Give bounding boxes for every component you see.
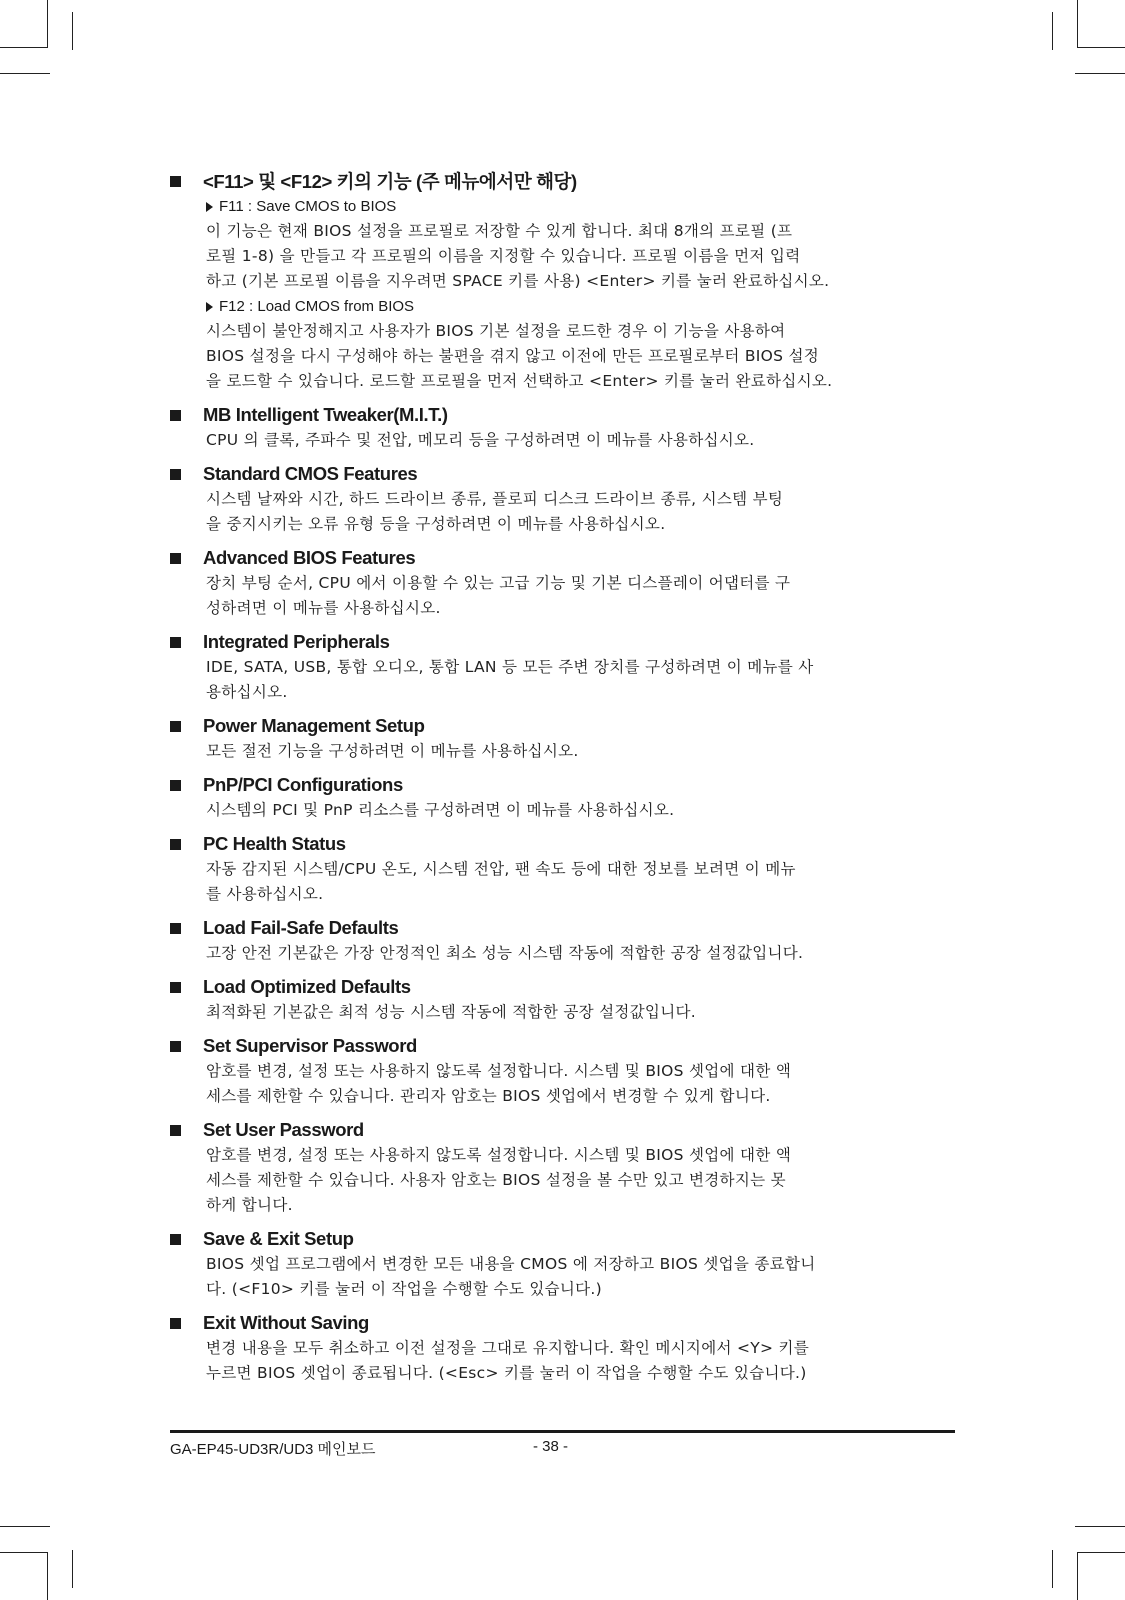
body-line: BIOS 설정을 다시 구성해야 하는 불편을 겪지 않고 이전에 만든 프로필로부터 BIOS 설정 <box>206 347 820 365</box>
crop-mark-top-left-v2 <box>72 12 73 50</box>
body-line: 모든 절전 기능을 구성하려면 이 메뉴를 사용하십시오. <box>206 742 579 760</box>
section-title: Set User Password <box>203 1119 364 1140</box>
footer-page-number: - 38 - <box>533 1438 569 1455</box>
body-line: 암호를 변경, 설정 또는 사용하지 않도록 설정합니다. 시스템 및 BIOS 셋업에 대한 액 <box>206 1062 792 1080</box>
section-body <box>206 1336 955 1386</box>
footer-rule <box>170 1430 955 1433</box>
body-line: 누르면 BIOS 셋업이 종료됩니다. (<Esc> 키를 눌러 이 작업을 수행할 수도 있습니다.) <box>206 1364 807 1382</box>
square-bullet-icon <box>170 1041 181 1052</box>
section-header <box>170 974 955 1000</box>
square-bullet-icon <box>170 410 181 421</box>
page-content <box>170 168 955 1386</box>
body-line: 를 사용하십시오. <box>206 885 324 903</box>
section-title: Power Management Setup <box>203 715 425 736</box>
section-body <box>206 798 955 823</box>
crop-mark-top-right-v2 <box>1052 12 1053 50</box>
section-header <box>170 713 955 739</box>
section-header <box>170 915 955 941</box>
crop-mark-bottom-right-v <box>1077 1552 1078 1600</box>
body-line: 시스템 날짜와 시간, 하드 드라이브 종류, 플로피 디스크 드라이브 종류, 시스템 부팅 <box>206 490 784 508</box>
body-line: 시스템의 PCI 및 PnP 리소스를 구성하려면 이 메뉴를 사용하십시오. <box>206 801 675 819</box>
section-item <box>170 629 955 705</box>
section-header <box>170 168 955 194</box>
body-line: 용하십시오. <box>206 683 288 701</box>
section-title: Set Supervisor Password <box>203 1035 417 1056</box>
square-bullet-icon <box>170 721 181 732</box>
section-header <box>170 1033 955 1059</box>
body-line: 자동 감지된 시스템/CPU 온도, 시스템 전압, 팬 속도 등에 대한 정보를 보려면 이 메뉴 <box>206 860 796 878</box>
square-bullet-icon <box>170 780 181 791</box>
square-bullet-icon <box>170 469 181 480</box>
body-line: 성하려면 이 메뉴를 사용하십시오. <box>206 599 441 617</box>
square-bullet-icon <box>170 982 181 993</box>
section-title: Integrated Peripherals <box>203 631 390 652</box>
section-title: Save & Exit Setup <box>203 1228 354 1249</box>
square-bullet-icon <box>170 1318 181 1329</box>
square-bullet-icon <box>170 176 181 187</box>
crop-mark-top-right-h2 <box>1075 73 1125 74</box>
crop-mark-bottom-right-h2 <box>1075 1526 1125 1527</box>
body-line: 하고 (기본 프로필 이름을 지우려면 SPACE 키를 사용) <Enter> 키를 눌러 완료하십시오. <box>206 272 830 290</box>
section-header <box>170 629 955 655</box>
section-header <box>170 402 955 428</box>
body-line: 장치 부팅 순서, CPU 에서 이용할 수 있는 고급 기능 및 기본 디스플레이 어댑터를 구 <box>206 574 791 592</box>
section-item <box>170 713 955 764</box>
section-body <box>206 1000 955 1025</box>
section-item <box>170 772 955 823</box>
section-title: Load Optimized Defaults <box>203 976 411 997</box>
section-title: Load Fail-Safe Defaults <box>203 917 399 938</box>
square-bullet-icon <box>170 1125 181 1136</box>
crop-mark-top-left-h2 <box>0 73 50 74</box>
crop-mark-top-left-v <box>47 0 48 48</box>
crop-mark-bottom-left-h <box>0 1552 48 1553</box>
section-body <box>206 857 955 907</box>
section-item <box>170 461 955 537</box>
body-line: 최적화된 기본값은 최적 성능 시스템 작동에 적합한 공장 설정값입니다. <box>206 1003 696 1021</box>
sub-item-f11 <box>206 194 955 219</box>
body-line: 변경 내용을 모두 취소하고 이전 설정을 그대로 유지합니다. 확인 메시지에서 <Y> 키를 <box>206 1339 810 1357</box>
triangle-right-icon <box>206 302 213 312</box>
section-title: Standard CMOS Features <box>203 463 418 484</box>
section-header <box>170 1117 955 1143</box>
section-body <box>206 1252 955 1302</box>
section-title: <F11> 및 <F12> 키의 기능 (주 메뉴에서만 해당) <box>203 171 577 192</box>
body-line: CPU 의 클록, 주파수 및 전압, 메모리 등을 구성하려면 이 메뉴를 사용하십시오. <box>206 431 755 449</box>
triangle-right-icon <box>206 202 213 212</box>
section-title: Advanced BIOS Features <box>203 547 416 568</box>
body-line: 다. (<F10> 키를 눌러 이 작업을 수행할 수도 있습니다.) <box>206 1280 602 1298</box>
section-title: PnP/PCI Configurations <box>203 774 403 795</box>
section-item <box>170 1226 955 1302</box>
body-line: 세스를 제한할 수 있습니다. 관리자 암호는 BIOS 셋업에서 변경할 수 있게 합니다. <box>206 1087 771 1105</box>
body-line: 을 로드할 수 있습니다. 로드할 프로필을 먼저 선택하고 <Enter> 키를 눌러 완료하십시오. <box>206 372 833 390</box>
square-bullet-icon <box>170 923 181 934</box>
body-line: BIOS 셋업 프로그램에서 변경한 모든 내용을 CMOS 에 저장하고 BIOS 셋업을 종료합니 <box>206 1255 816 1273</box>
sub-item-f12 <box>206 294 955 319</box>
crop-mark-bottom-left-v <box>47 1552 48 1600</box>
section-f11-f12 <box>170 168 955 394</box>
section-title: Exit Without Saving <box>203 1312 369 1333</box>
section-body <box>206 571 955 621</box>
section-item <box>170 402 955 453</box>
body-line: 암호를 변경, 설정 또는 사용하지 않도록 설정합니다. 시스템 및 BIOS 셋업에 대한 액 <box>206 1146 792 1164</box>
body-line: 시스템이 불안정해지고 사용자가 BIOS 기본 설정을 로드한 경우 이 기능을 사용하여 <box>206 322 786 340</box>
section-body <box>206 428 955 453</box>
body-line: 로필 1-8) 을 만들고 각 프로필의 이름을 지정할 수 있습니다. 프로필 이름을 먼저 입력 <box>206 247 801 265</box>
body-line: 세스를 제한할 수 있습니다. 사용자 암호는 BIOS 설정을 볼 수만 있고 변경하지는 못 <box>206 1171 786 1189</box>
body-line: 고장 안전 기본값은 가장 안정적인 최소 성능 시스템 작동에 적합한 공장 설정값입니다. <box>206 944 804 962</box>
section-item <box>170 1117 955 1218</box>
crop-mark-top-left-h <box>0 47 48 48</box>
crop-mark-bottom-right-v2 <box>1052 1550 1053 1588</box>
square-bullet-icon <box>170 637 181 648</box>
section-item <box>170 831 955 907</box>
footer-model: GA-EP45-UD3R/UD3 메인보드 <box>170 1441 376 1458</box>
section-header <box>170 772 955 798</box>
section-body <box>206 1143 955 1218</box>
crop-mark-bottom-left-v2 <box>72 1550 73 1588</box>
body-line: 을 중지시키는 오류 유형 등을 구성하려면 이 메뉴를 사용하십시오. <box>206 515 666 533</box>
section-item <box>170 1310 955 1386</box>
sub-item-label: F12 : Load CMOS from BIOS <box>219 298 415 315</box>
section-item <box>170 1033 955 1109</box>
section-body <box>206 739 955 764</box>
section-body <box>206 1059 955 1109</box>
body-line: 하게 합니다. <box>206 1196 293 1214</box>
section-header <box>170 461 955 487</box>
section-body <box>206 487 955 537</box>
section-title: PC Health Status <box>203 833 346 854</box>
section-header <box>170 545 955 571</box>
square-bullet-icon <box>170 839 181 850</box>
section-header <box>170 1310 955 1336</box>
body-line: IDE, SATA, USB, 통합 오디오, 통합 LAN 등 모든 주변 장치를 구성하려면 이 메뉴를 사 <box>206 658 814 676</box>
section-body <box>206 319 955 394</box>
crop-mark-bottom-left-h2 <box>0 1526 50 1527</box>
square-bullet-icon <box>170 553 181 564</box>
sub-item-label: F11 : Save CMOS to BIOS <box>219 198 397 215</box>
section-title: MB Intelligent Tweaker(M.I.T.) <box>203 404 448 425</box>
crop-mark-bottom-right-h <box>1077 1552 1125 1553</box>
crop-mark-top-right-h <box>1077 47 1125 48</box>
section-header <box>170 1226 955 1252</box>
section-header <box>170 831 955 857</box>
section-body <box>206 219 955 294</box>
section-item <box>170 545 955 621</box>
section-item <box>170 915 955 966</box>
section-body <box>206 655 955 705</box>
square-bullet-icon <box>170 1234 181 1245</box>
crop-mark-top-right-v <box>1077 0 1078 48</box>
section-body <box>206 941 955 966</box>
body-line: 이 기능은 현재 BIOS 설정을 프로필로 저장할 수 있게 합니다. 최대 8개의 프로필 (프 <box>206 222 793 240</box>
section-item <box>170 974 955 1025</box>
